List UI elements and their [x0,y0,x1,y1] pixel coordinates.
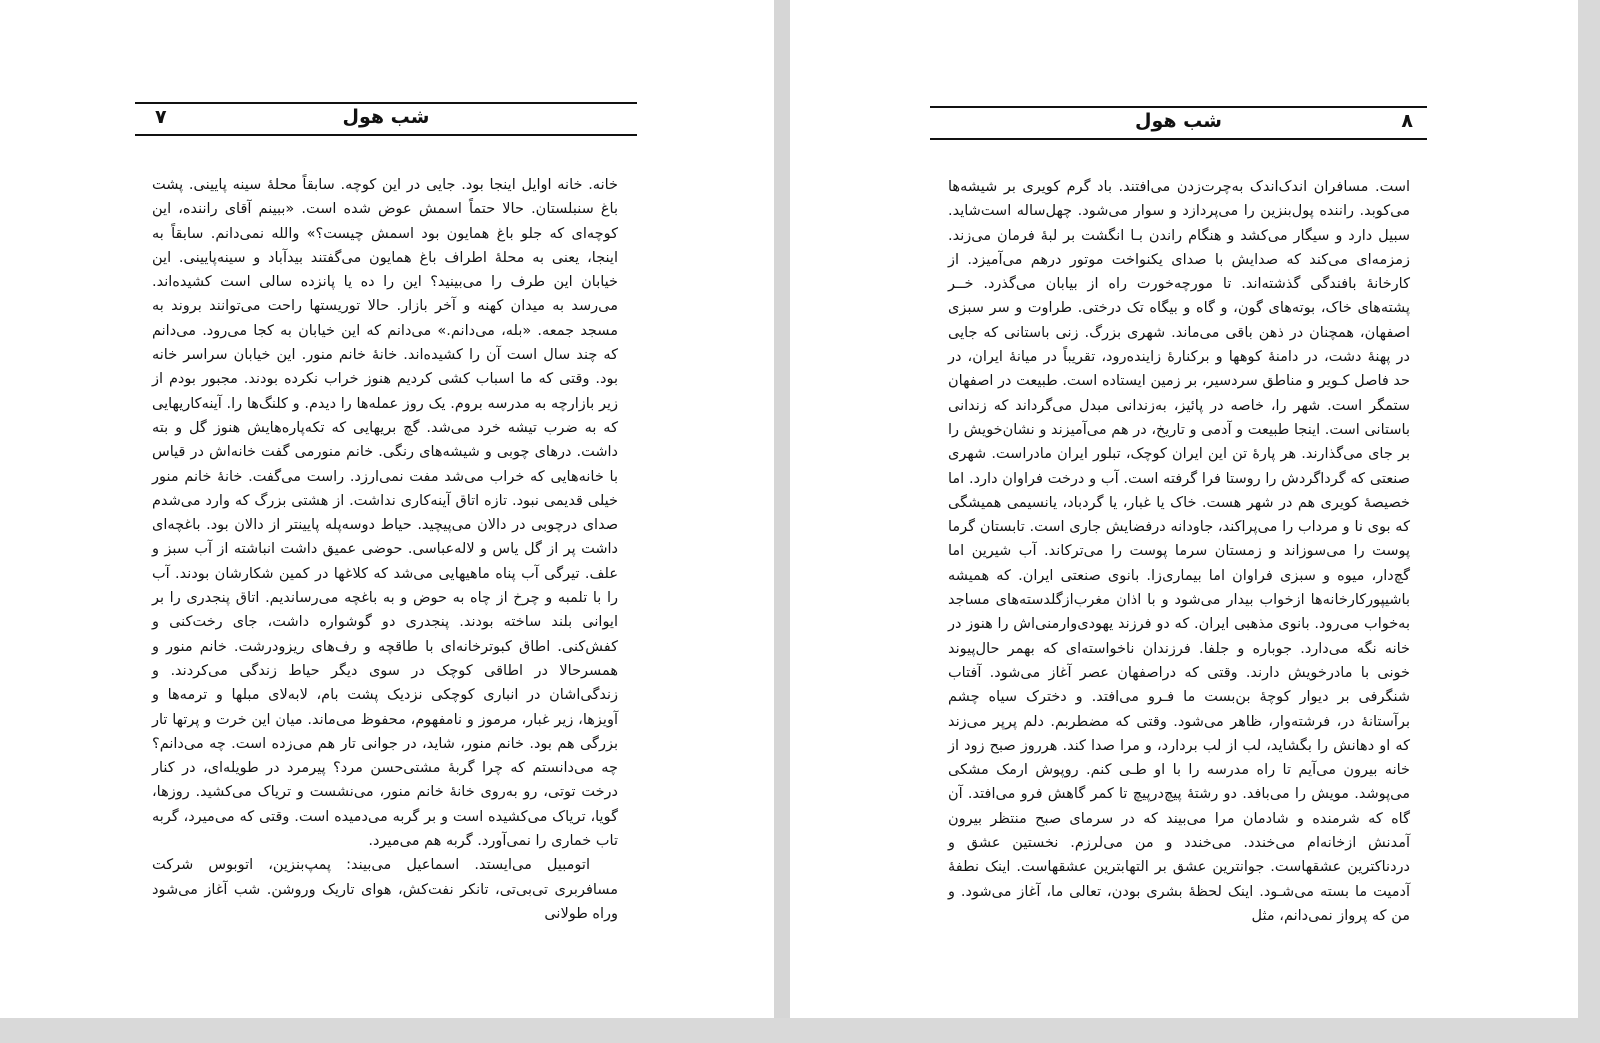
left-page [0,0,774,1018]
paragraph: خانه. خانه اوایل اینجا بود. جایی در این کوچه. سابقاً محلهٔ سینه پایینی. پشت باغ سنبلستان. حالا حتماً اسمش عوض شده است. «ببینم آقای راننده، این کوچه‌ای که جلو باغ همایون بود اسمش چیست؟» والله نمی‌دانم. سابقاً به اینجا، یعنی به محلهٔ اطراف باغ همایون می‌گفتند بیدآباد و سینه‌پایینی. این خیابان این طرف را می‌بینید؟ این را ده یا پانزده سالی است کشیده‌اند. می‌رسد به میدان کهنه و آخر بازار. حالا توریستها راحت می‌توانند بروند به مسجد جمعه. «بله، می‌دانم.» می‌دانم که این خیابان به کجا می‌رود. می‌دانم که چند سال است آن را کشیده‌اند. خانهٔ خانم منور. این خیابان سراسر خانه بود. وقتی که ما اسباب کشی کردیم هنوز خراب نکرده بودند. مجبور بودم از زیر بازارچه به مدرسه بروم. یک روز عمله‌ها را دیدم. و کلنگ‌ها را. آینه‌کاریهایی که به ضرب تیشه خرد می‌شد. گچ بریهایی که تکه‌پاره‌هایش هنوز گل و بته داشت. درهای چوبی و شیشه‌های رنگی. خانم منورمی گفت خانه‌اش در قیاس با خانه‌هایی که خراب می‌شد مفت نمی‌ارزد. راست می‌گفت. خانهٔ خانم منور خیلی قدیمی نبود. تازه اتاق آینه‌کاری نداشت. از هشتی بزرگ که وارد می‌شدم صدای درچوبی در دالان می‌پیچید. حیاط دوسه‌پله پایینتر از دالان بود. باغچه‌ای داشت پر از گل یاس و لاله‌عباسی. حوضی عمیق داشت انباشته از آب سبز و علف. تیرگی آب پناه ماهیهایی می‌شد که کلاغها در کمین شکارشان بودند. آب را با تلمبه و چرخ از چاه به حوض و به باغچه می‌رساندیم. اتاق پنجدری را بر ایوانی بلند ساخته بودند. پنجدری دو گوشواره داشت، جای رخت‌کنی و کفش‌کنی. اطاق کبوترخانه‌ای با طاقچه و رف‌های ریزودرشت. خانم منور و همسرحالا در اطاقی کوچک در سوی دیگر حیاط زندگی می‌کردند. و زندگی‌اشان در انباری کوچکی نزدیک پشت بام، لابه‌لای مبلها و ترمه‌ها و آویزها، زیر غبار، مرموز و نامفهوم، محفوظ می‌ماند. میان این خرت و پرتها تار بزرگی هم بود. خانم منور، شاید، در جوانی تار هم می‌زده است. چه می‌دانم؟ چه می‌دانستم که چرا گربهٔ مشتی‌حسن مرد؟ پیرمرد در طویله‌ای، در کنار درخت توتی، رو به‌روی خانهٔ خانم منور، می‌نشست و تریاک می‌کشید. روزها، گویا، تریاک می‌کشیده است و بر گربه می‌دمیده است. وقتی که می‌میرد، گربه تاب خماری را نمی‌آورد. گربه هم می‌میرد. [152,177,618,850]
running-title: شب هول [1135,110,1222,132]
right-page-body [948,175,1410,928]
right-page-header [930,106,1427,140]
left-page-body [152,173,618,926]
page-number: ۷ [155,106,167,128]
viewer-bottom-edge [0,1018,1600,1043]
book-spine [774,0,790,1018]
paragraph: اتومبیل می‌ایستد. اسماعیل می‌بیند: پمپ‌بنزین، اتوبوس شرکت مسافربری تی‌بی‌تی، تانکر نفت‌کش، هوای تاریک وروشن. شب آغاز می‌شود وراه طولانی [152,857,618,922]
running-title: شب هول [342,106,430,128]
viewer-edge [1578,0,1600,1043]
left-page-header [135,102,637,136]
paragraph: است. مسافران اندک‌اندک به‌چرت‌زدن می‌افتند. باد گرم کویری بر شیشه‌ها می‌کوبد. راننده پول‌بنزین را می‌پردازد و سوار می‌شود. چهل‌ساله است‌شاید. سبیل دارد و سیگار می‌کشد و هنگام راندن بـا انگشت بر لبهٔ فرمان می‌زند. زمزمه‌ای می‌کند که صدایش با صدای یکنواخت موتور درهم می‌آمیزد. از کارخانهٔ بافندگی گذشته‌اند. تا مورچه‌خورت راه از بیابان می‌گذرد. خــر پشته‌های خاک، بوته‌های گون، و گاه و بیگاه تک درختی. طراوت و سر سبزی اصفهان، همچنان در ذهن باقی می‌ماند. شهری بزرگ. زنی باستانی که جایی در پهنهٔ دشت، در دامنهٔ کوهها و برکنارهٔ زاینده‌رود، تقریباً در میانهٔ ایران، در حد فاصل کـویر و مناطق سردسیر، بر زمین ایستاده است. طبیعت در اصفهان ستمگر است. شهر را، خاصه در پائیز، به‌زندانی مبدل می‌گرداند که زندانی باستانی است. اینجا طبیعت و آدمی و تاریخ، در هم می‌آمیزند و نشان‌خویش را بر جای می‌گذارند. هر پارهٔ تن این ایران کوچک، تبلور ایران مادراست. شهری صنعتی که گرداگردش را روستا فرا گرفته است. آب و درخت فراوان دارد. اما خصیصهٔ کویری هم در شهر هست. خاک یا غبار، یا گردباد، یانسیمی همیشگی که بوی نا و مرداب را می‌پراکند، جاودانه درفضایش جاری است. تابستان گرما پوست را می‌سوزاند و زمستان سرما پوست را می‌ترکاند. آب شیرین اما گچ‌دار، میوه و سبزی فراوان اما بیماری‌زا. بانوی صنعتی ایران. که همیشه باشیپورکارخانه‌ها ازخواب بیدار می‌شود و با اذان مغرب‌ازگلدسته‌های مساجد به‌خواب می‌رود. بانوی مذهبی ایران. که دو فرزند یهودی‌وارمنی‌اش را هنوز در خانه نگه می‌دارد. جوباره و جلفا. فرزندان ناخواسته‌ای که بهمر حال‌پیوند خونی با مادرخویش دارند. وقتی که دراصفهان عصر آغاز می‌شود. آفتاب شنگرفی بر دیوار کوچهٔ بن‌بست ما فـرو می‌افتد. و دخترک سیاه چشم برآستانهٔ در، فرشته‌وار، ظاهر می‌شود. وقتی که مضطربم. دلم پرپر می‌زند که او دهانش را بگشاید، لب از لب بردارد، و مرا صدا کند. هرروز صبح زود از خانه بیرون می‌آیم تا راه مدرسه را با او طـی کنم. روپوش ارمک مشکی می‌پوشد. مویش را می‌بافد. دو رشتهٔ پیچ‌درپیچ تا کمر گاهش فرو می‌افتد. آن گاه که شرمنده و شادمان مرا می‌بیند که در سرمای صبح منتظر بیرون آمدنش ازخانه‌ام می‌خندد. می‌خندد و من می‌لرزم. نخستین عشق و دردناکترین عشقهاست. جوانترین عشق بر التهابترین عشقهاست. اینک نطفهٔ آدمیت ما بسته می‌شـود. اینک لحظهٔ بشری بودن، تعالی ما، آغاز می‌شود. و من که پرواز نمی‌دانم، مثل [948,179,1410,924]
right-page [790,0,1578,1018]
page-number: ۸ [1401,110,1413,132]
